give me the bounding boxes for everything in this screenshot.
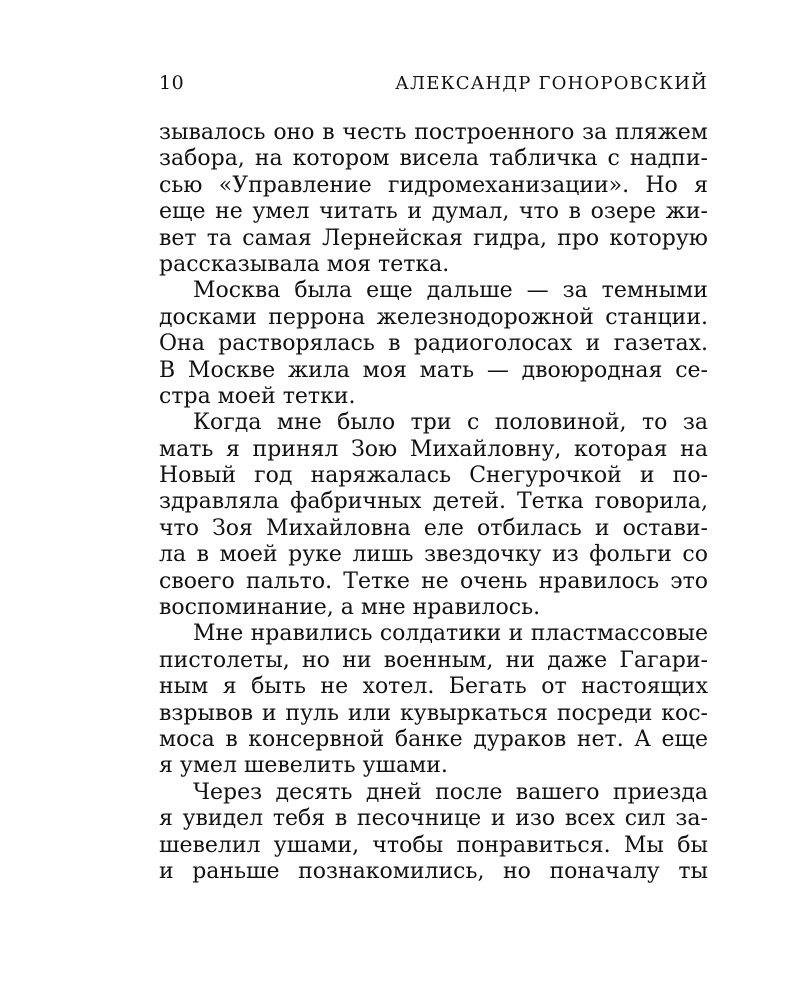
text-word: была	[294, 278, 353, 304]
text-word: еще	[366, 278, 413, 304]
text-word: руке	[288, 542, 342, 568]
text-line: стра моей тетки.	[159, 383, 356, 409]
text-line	[159, 278, 708, 304]
text-line	[159, 489, 708, 515]
text-word: даже	[547, 647, 608, 673]
text-body	[159, 120, 708, 885]
text-word: и	[508, 621, 524, 647]
text-word: Тетка	[517, 489, 584, 515]
text-line	[159, 859, 708, 885]
text-word: это	[670, 568, 708, 594]
text-line	[159, 146, 708, 172]
text-word: от	[541, 674, 567, 700]
text-word: ушами,	[273, 832, 360, 858]
text-word: звездочку	[424, 542, 542, 568]
text-word: познакомились,	[298, 858, 485, 884]
text-line: воспоминание, а мне нравилось.	[159, 595, 541, 621]
text-line	[159, 358, 708, 384]
text-word: еще	[159, 199, 206, 225]
text-word: гидромеханизации».	[387, 172, 630, 198]
text-word: очень	[459, 568, 528, 594]
text-word: но	[302, 647, 330, 673]
text-word: я	[159, 806, 173, 832]
running-head	[159, 72, 708, 112]
text-line	[159, 410, 708, 436]
text-word: изо	[515, 806, 556, 832]
text-word: чтобы	[372, 832, 444, 858]
text-word: оно	[273, 120, 315, 145]
text-word: что	[159, 515, 199, 541]
text-line	[159, 780, 708, 806]
text-word: Москве	[187, 357, 276, 383]
text-word: зывалось	[159, 120, 266, 145]
text-word: Зоя	[212, 515, 253, 541]
text-word: солдатики	[379, 621, 502, 647]
text-word: Когда	[193, 410, 262, 436]
text-word: поначалу	[549, 858, 660, 884]
text-word: я	[226, 436, 240, 462]
text-word: ни	[505, 647, 535, 673]
text-word: сил	[624, 806, 666, 832]
text-word: и	[261, 700, 277, 726]
text-word: посреди	[556, 700, 653, 726]
text-word: год	[254, 463, 293, 489]
text-word: растворялась	[218, 331, 375, 357]
text-word: ла	[159, 542, 187, 568]
text-word: та	[206, 225, 233, 251]
text-word: в	[322, 120, 335, 145]
text-word: песочнице	[356, 806, 482, 832]
text-word: увидел	[182, 806, 264, 832]
text-word: вет	[159, 225, 197, 251]
text-word: Бегать	[448, 674, 527, 700]
text-word: самая	[242, 225, 312, 251]
text-word: еще	[661, 726, 708, 752]
text-word: за-	[675, 806, 708, 832]
text-word: дней	[365, 779, 422, 805]
text-word: десять	[275, 779, 353, 805]
text-word: на	[680, 436, 708, 462]
text-word: А	[634, 726, 651, 752]
text-word: которую	[609, 225, 708, 251]
text-word: Она	[159, 331, 205, 357]
text-word: се-	[675, 357, 708, 383]
text-word: читать	[319, 199, 398, 225]
text-word: гидра,	[473, 225, 547, 251]
text-word: или	[347, 700, 392, 726]
text-word: по-	[672, 463, 708, 489]
text-word: радиоголосах	[413, 331, 573, 357]
text-word: шевелил	[159, 832, 261, 858]
text-word: честь	[342, 120, 407, 145]
text-word: моей	[219, 542, 278, 568]
text-word: то	[641, 410, 668, 436]
text-word: понравиться.	[456, 832, 611, 858]
text-word: остави-	[622, 515, 708, 541]
text-word: в	[334, 806, 348, 832]
text-line	[159, 648, 708, 674]
text-word: Москва	[193, 278, 281, 304]
text-line	[159, 674, 708, 700]
text-line	[159, 199, 708, 225]
text-word: досками	[159, 304, 257, 330]
text-word: думал,	[431, 199, 510, 225]
text-line	[159, 833, 708, 859]
text-line	[159, 806, 708, 832]
text-word: раньше	[192, 858, 280, 884]
text-word: всех	[564, 806, 615, 832]
text-word: не	[421, 568, 449, 594]
text-word: ты	[678, 858, 708, 884]
text-word: В	[159, 357, 176, 383]
text-word: не	[215, 199, 243, 225]
text-word: быть	[251, 674, 306, 700]
text-line	[159, 621, 708, 647]
text-word: кувыркаться	[400, 700, 548, 726]
text-word: за	[582, 120, 608, 145]
text-word: «Управление	[218, 172, 372, 198]
text-word: взрывов	[159, 700, 253, 726]
text-line	[159, 173, 708, 199]
text-word: Гагари-	[619, 647, 708, 673]
text-line	[159, 516, 708, 542]
text-word: после	[435, 779, 503, 805]
text-word: —	[526, 278, 549, 304]
text-word: построенного	[414, 120, 575, 145]
text-word: наряжалась	[310, 463, 452, 489]
text-word: сью	[159, 172, 203, 198]
text-word: озере	[590, 199, 656, 225]
text-word: пластмассовые	[530, 621, 708, 647]
text-word: бы	[677, 832, 708, 858]
text-word: вашего	[515, 779, 600, 805]
text-line	[159, 331, 708, 357]
text-word: со	[682, 542, 708, 568]
text-word: пуль	[285, 700, 339, 726]
text-line	[159, 463, 708, 489]
text-word: три	[410, 410, 452, 436]
text-word: станции.	[605, 304, 708, 330]
text-word: нравилось	[538, 568, 660, 594]
text-line: рассказывала моя тетка.	[159, 251, 450, 277]
text-word: и	[490, 806, 506, 832]
text-word: двоюродная	[521, 357, 663, 383]
text-word: забора,	[159, 146, 245, 172]
text-word: с	[607, 146, 620, 172]
page-number: 10	[159, 72, 185, 94]
text-word: принял	[252, 436, 339, 462]
text-word: из	[552, 542, 579, 568]
text-word: —	[486, 357, 509, 383]
text-word: про	[557, 225, 600, 251]
text-word: мать	[159, 436, 214, 462]
text-word: моса	[159, 726, 215, 752]
book-page	[159, 72, 708, 885]
text-word: Через	[193, 779, 263, 805]
text-word: фабричных	[290, 489, 422, 515]
text-word: не	[320, 674, 349, 700]
text-word: на	[254, 146, 283, 172]
text-word: пляжем	[615, 120, 708, 145]
text-line	[159, 542, 708, 568]
text-line	[159, 437, 708, 463]
text-word: Но	[645, 172, 678, 198]
text-word: настоящих	[581, 674, 708, 700]
text-line	[159, 120, 708, 146]
text-word: детей.	[432, 489, 506, 515]
text-word: пальто.	[245, 568, 333, 594]
text-word: ни	[342, 647, 372, 673]
text-word: газетах.	[613, 331, 708, 357]
text-word: Мы	[623, 832, 664, 858]
text-word: с	[466, 410, 480, 436]
text-word: в	[196, 542, 210, 568]
text-word: табличка	[488, 146, 598, 172]
text-word: в	[225, 726, 238, 752]
text-word: Зою	[351, 436, 398, 462]
text-word: и	[585, 331, 601, 357]
text-word: фольги	[589, 542, 672, 568]
text-word: мать	[419, 357, 475, 383]
text-word: Новый	[159, 463, 236, 489]
text-line	[159, 727, 708, 753]
text-line	[159, 226, 708, 252]
text-word: Михайловна	[266, 515, 411, 541]
text-word: военным,	[383, 647, 494, 673]
text-word: здравляла	[159, 489, 280, 515]
text-word: отбилась	[477, 515, 582, 541]
text-word: я	[694, 172, 708, 198]
text-word: Мне	[193, 621, 244, 647]
text-word: своего	[159, 568, 235, 594]
text-word: кос-	[661, 700, 708, 726]
text-word: половиной,	[494, 410, 627, 436]
text-word: жи-	[665, 199, 708, 225]
text-word: в	[568, 199, 581, 225]
text-word: хотел.	[362, 674, 435, 700]
text-word: жила	[287, 357, 350, 383]
text-word: дураков	[473, 726, 567, 752]
text-word: умел	[252, 199, 310, 225]
text-line	[159, 701, 708, 727]
text-word: за	[682, 410, 708, 436]
text-word: что	[519, 199, 559, 225]
text-word: пистолеты,	[159, 647, 290, 673]
text-word: дальше	[426, 278, 513, 304]
text-word: Тетке	[343, 568, 410, 594]
text-word: лишь	[352, 542, 414, 568]
text-word: банке	[394, 726, 463, 752]
text-word: и	[639, 463, 655, 489]
text-word: я	[222, 674, 237, 700]
text-word: и	[407, 199, 423, 225]
text-word: в	[388, 331, 401, 357]
text-word: за	[562, 278, 588, 304]
text-word: мне	[276, 410, 322, 436]
text-word: еле	[423, 515, 464, 541]
text-word: котором	[292, 146, 390, 172]
text-word: Снегурочкой	[469, 463, 622, 489]
text-word: надпи-	[629, 146, 708, 172]
text-word: и	[159, 858, 174, 884]
text-word: Лернейская	[321, 225, 463, 251]
text-word: моя	[362, 357, 407, 383]
text-word: приезда	[612, 779, 708, 805]
text-word: железнодорожной	[376, 304, 594, 330]
text-word: нет.	[576, 726, 624, 752]
text-word: но	[503, 858, 531, 884]
text-word: темными	[601, 278, 708, 304]
text-word: ным	[159, 674, 209, 700]
text-line	[159, 305, 708, 331]
text-word: Михайловну,	[409, 436, 562, 462]
text-word: тебя	[272, 806, 326, 832]
running-title: АЛЕКСАНДР ГОНОРОВСКИЙ	[395, 73, 708, 94]
text-word: и	[594, 515, 610, 541]
text-word: консервной	[248, 726, 385, 752]
text-word: было	[337, 410, 396, 436]
text-word: висела	[399, 146, 479, 172]
text-word: которая	[574, 436, 668, 462]
text-word: говорила,	[594, 489, 708, 515]
text-line: я умел шевелить ушами.	[159, 753, 448, 779]
text-word: нравились	[250, 621, 373, 647]
text-word: перрона	[268, 304, 366, 330]
text-line	[159, 569, 708, 595]
